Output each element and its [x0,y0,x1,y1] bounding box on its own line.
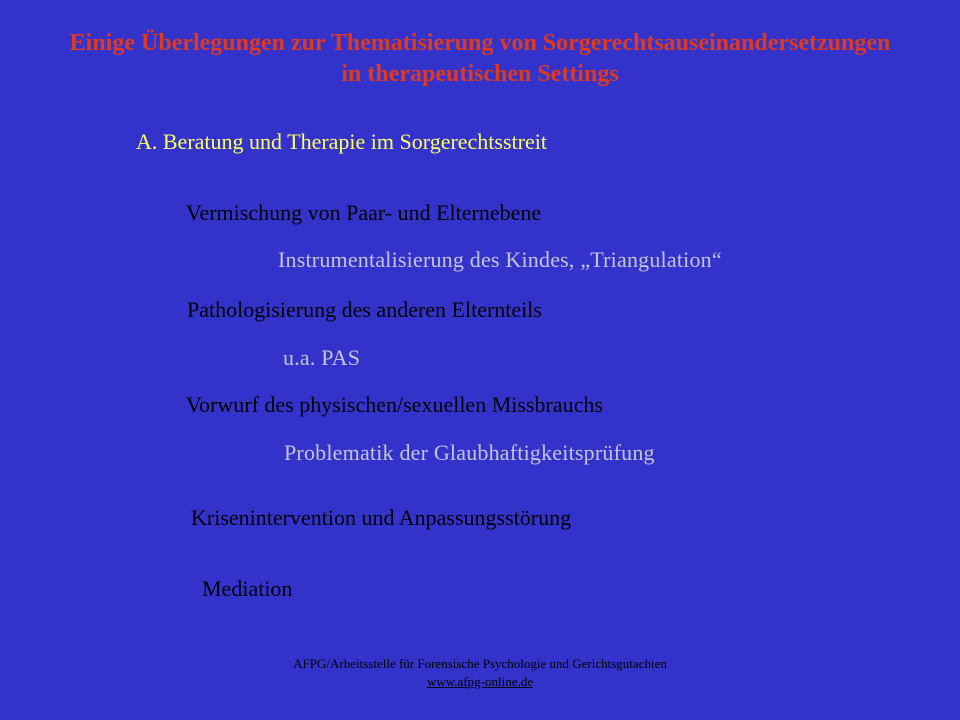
section-heading: A. Beratung und Therapie im Sorgerechtsstreit [136,129,547,154]
slide-title-line-1: Einige Überlegungen zur Thematisierung von Sorgerechtsauseinandersetzungen [69,30,891,56]
point-mixing-levels: Vermischung von Paar- und Elternebene [186,200,542,225]
point-crisis-intervention: Krisenintervention und Anpassungsstörung [191,505,572,530]
subpoint-pas: u.a. PAS [283,345,361,370]
slide-title-line-2: in therapeutischen Settings [341,61,619,87]
point-pathologising: Pathologisierung des anderen Elternteils [187,297,542,322]
point-mediation: Mediation [202,576,293,601]
footer-organisation: AFPG/Arbeitsstelle für Forensische Psychologie und Gerichtsgutachten [293,656,667,671]
footer-website-link[interactable]: www.afpg-online.de [426,674,533,689]
subpoint-credibility-assessment: Problematik der Glaubhaftigkeitsprüfung [284,440,655,465]
subpoint-instrumentalisation: Instrumentalisierung des Kindes, „Triangulation“ [278,247,722,272]
point-abuse-allegation: Vorwurf des physischen/sexuellen Missbrauchs [186,392,603,417]
